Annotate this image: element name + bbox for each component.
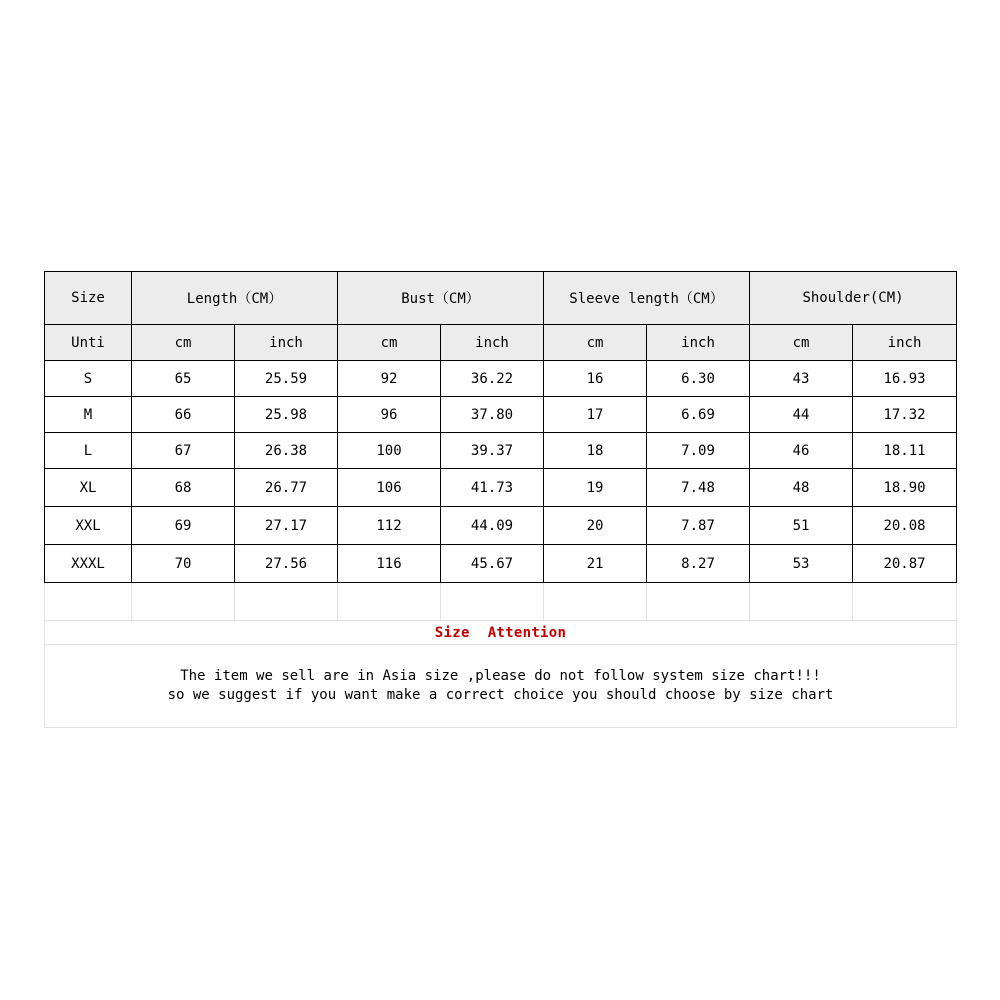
table-row [45,507,957,545]
empty-cell [647,583,750,621]
size-attention-heading [45,621,957,645]
bust-inch-cell: 39.37 [441,433,544,469]
length-cm-cell: 65 [132,361,235,397]
unit-inch: inch [647,325,750,361]
shoulder-cm-cell: 44 [750,397,853,433]
shoulder-cm-cell: 43 [750,361,853,397]
shoulder-cm-cell: 53 [750,545,853,583]
table-row [45,433,957,469]
table-row [45,545,957,583]
sleeve-cm-cell: 17 [544,397,647,433]
size-chart-table [44,271,957,728]
unit-label: Unti [45,325,132,361]
unit-cm: cm [544,325,647,361]
header-row [45,272,957,325]
shoulder-cm-cell: 51 [750,507,853,545]
attention-word-attention: Attention [487,624,567,641]
attention-word-size: Size [434,624,470,641]
sleeve-inch-cell: 6.69 [647,397,750,433]
length-inch-cell: 27.56 [235,545,338,583]
bust-inch-cell: 36.22 [441,361,544,397]
empty-cell [544,583,647,621]
header-bust: Bust（CM） [338,272,544,325]
unit-inch: inch [441,325,544,361]
empty-cell [853,583,957,621]
sleeve-cm-cell: 19 [544,469,647,507]
length-cm-cell: 68 [132,469,235,507]
bust-inch-cell: 37.80 [441,397,544,433]
shoulder-cm-cell: 48 [750,469,853,507]
length-inch-cell: 27.17 [235,507,338,545]
size-cell: M [45,397,132,433]
table-row [45,397,957,433]
header-sleeve-length: Sleeve length（CM） [544,272,750,325]
empty-cell [750,583,853,621]
sleeve-inch-cell: 6.30 [647,361,750,397]
unit-inch: inch [853,325,957,361]
table-row [45,361,957,397]
unit-inch: inch [235,325,338,361]
sleeve-cm-cell: 18 [544,433,647,469]
shoulder-inch-cell: 16.93 [853,361,957,397]
shoulder-cm-cell: 46 [750,433,853,469]
attention-row [45,621,957,645]
shoulder-inch-cell: 17.32 [853,397,957,433]
unit-cm: cm [750,325,853,361]
bust-cm-cell: 96 [338,397,441,433]
bust-cm-cell: 112 [338,507,441,545]
bust-inch-cell: 41.73 [441,469,544,507]
shoulder-inch-cell: 18.90 [853,469,957,507]
table-row [45,469,957,507]
bust-cm-cell: 100 [338,433,441,469]
bust-inch-cell: 44.09 [441,507,544,545]
empty-cell [441,583,544,621]
sleeve-inch-cell: 8.27 [647,545,750,583]
header-length: Length（CM） [132,272,338,325]
header-size: Size [45,272,132,325]
note-line-1: The item we sell are in Asia size ,please do not follow system size chart!!! [180,668,821,684]
sleeve-cm-cell: 20 [544,507,647,545]
empty-row [45,583,957,621]
size-cell: XXL [45,507,132,545]
sleeve-inch-cell: 7.48 [647,469,750,507]
bust-inch-cell: 45.67 [441,545,544,583]
length-inch-cell: 25.59 [235,361,338,397]
empty-cell [235,583,338,621]
empty-cell [45,583,132,621]
empty-cell [338,583,441,621]
length-cm-cell: 70 [132,545,235,583]
size-cell: XL [45,469,132,507]
shoulder-inch-cell: 20.08 [853,507,957,545]
size-cell: XXXL [45,545,132,583]
shoulder-inch-cell: 20.87 [853,545,957,583]
unit-cm: cm [132,325,235,361]
unit-cm: cm [338,325,441,361]
unit-row [45,325,957,361]
length-inch-cell: 25.98 [235,397,338,433]
length-inch-cell: 26.77 [235,469,338,507]
size-cell: S [45,361,132,397]
note-line-2: so we suggest if you want make a correct choice you should choose by size chart [167,687,834,703]
length-inch-cell: 26.38 [235,433,338,469]
size-note [45,645,957,728]
empty-cell [132,583,235,621]
length-cm-cell: 66 [132,397,235,433]
sleeve-inch-cell: 7.09 [647,433,750,469]
bust-cm-cell: 106 [338,469,441,507]
bust-cm-cell: 116 [338,545,441,583]
size-cell: L [45,433,132,469]
sleeve-cm-cell: 21 [544,545,647,583]
length-cm-cell: 69 [132,507,235,545]
header-shoulder: Shoulder(CM) [750,272,957,325]
note-row [45,645,957,728]
shoulder-inch-cell: 18.11 [853,433,957,469]
bust-cm-cell: 92 [338,361,441,397]
length-cm-cell: 67 [132,433,235,469]
sleeve-cm-cell: 16 [544,361,647,397]
sleeve-inch-cell: 7.87 [647,507,750,545]
